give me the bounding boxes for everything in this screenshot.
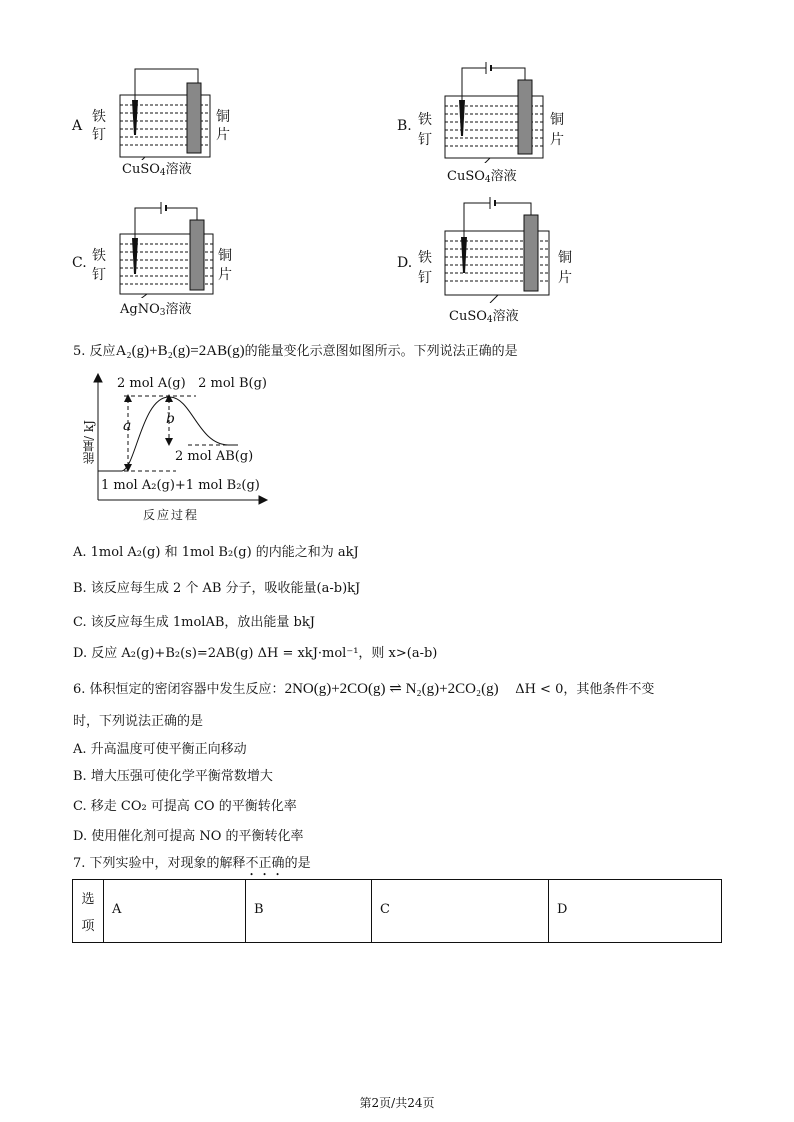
cell-a-label: A [72, 118, 83, 134]
table-row [73, 880, 722, 943]
cell-d-left-top: 铁 [418, 250, 432, 266]
q7-options-table [72, 879, 722, 943]
q6-option-d: D. 使用催化剂可提高 NO 的平衡转化率 [73, 829, 304, 844]
cell-d-diagram [440, 193, 555, 303]
cell-b-right-bottom: 片 [550, 132, 564, 148]
q6-option-a: A. 升高温度可使平衡正向移动 [73, 742, 247, 757]
q6-stem: 6. 体积恒定的密闭容器中发生反应：2NO(g)+2CO(g) ⇌ N₂(g)+2CO₂(g) ΔH < 0，其他条件不变 [73, 681, 655, 697]
cell-a-solution: CuSO$_4$溶液 [122, 162, 192, 178]
cell-d-right-top: 铜 [558, 250, 572, 266]
q5-option-a: A. 1mol A₂(g) 和 1mol B₂(g) 的内能之和为 akJ [73, 545, 359, 560]
cell-a-right-bottom: 片 [216, 127, 230, 143]
table-col-d: D [549, 880, 722, 943]
cell-b-left-top: 铁 [418, 112, 432, 128]
diagram-mid-label: 2 mol AB(g) [175, 449, 254, 464]
q5-option-d: D. 反应 A₂(g)+B₂(s)=2AB(g) ΔH = xkJ·mol⁻¹，则 x>(a-b) [73, 646, 438, 661]
table-col-b: B [246, 880, 372, 943]
table-col-c: C [372, 880, 549, 943]
cell-c-diagram [115, 198, 220, 298]
q6-stem-line2: 时，下列说法正确的是 [73, 714, 204, 729]
q5-option-c: C. 该反应每生成 1molAB，放出能量 bkJ [73, 615, 315, 630]
cell-c-label: C. [72, 255, 87, 271]
cell-c-left-top: 铁 [92, 248, 106, 264]
cell-b-label: B. [397, 118, 412, 134]
cell-d-label: D. [397, 255, 413, 271]
cell-c-solution: AgNO$_3$溶液 [120, 302, 192, 318]
q6-option-b: B. 增大压强可使化学平衡常数增大 [73, 769, 273, 784]
diagram-y-label: 能量/ kJ [82, 420, 96, 464]
header-top: 选 [81, 892, 95, 907]
cell-b-right-top: 铜 [550, 112, 564, 128]
cell-a-left-bottom: 钉 [92, 127, 106, 143]
q7-emphasis: 不正确 [245, 856, 285, 871]
q5-stem: 5. 反应A₂(g)+B₂(g)=2AB(g)的能量变化示意图如图所示。下列说法正确的是 [73, 343, 518, 359]
cell-c-right-bottom: 片 [218, 267, 232, 283]
table-col-a: A [104, 880, 246, 943]
diagram-a-label: a [123, 418, 132, 434]
table-header-cell [73, 880, 104, 943]
cell-a-diagram [115, 65, 215, 160]
cell-d-left-bottom: 钉 [418, 270, 432, 286]
cell-a-right-top: 铜 [216, 109, 230, 125]
diagram-x-label: 反应过程 [143, 508, 200, 522]
cell-c-left-bottom: 钉 [92, 267, 106, 283]
cell-b-left-bottom: 钉 [418, 132, 432, 148]
page-footer: 第2页/共24页 [359, 1096, 435, 1110]
q7-stem: 7. 下列实验中，对现象的解释不正确的是 [73, 856, 311, 871]
cell-c-right-top: 铜 [218, 248, 232, 264]
cell-d-right-bottom: 片 [558, 270, 572, 286]
diagram-b-label: b [166, 411, 175, 427]
cell-a-left-top: 铁 [92, 109, 106, 125]
q5-option-b: B. 该反应每生成 2 个 AB 分子，吸收能量(a-b)kJ [73, 581, 361, 596]
diagram-bottom-label: 1 mol A₂(g)+1 mol B₂(g) [101, 478, 260, 493]
diagram-top-label: 2 mol A(g) 2 mol B(g) [117, 376, 267, 391]
header-bottom: 项 [81, 919, 95, 934]
cell-b-solution: CuSO$_4$溶液 [447, 169, 517, 185]
cell-d-solution: CuSO$_4$溶液 [449, 309, 519, 325]
cell-b-diagram [440, 58, 550, 163]
q6-option-c: C. 移走 CO₂ 可提高 CO 的平衡转化率 [73, 799, 297, 814]
